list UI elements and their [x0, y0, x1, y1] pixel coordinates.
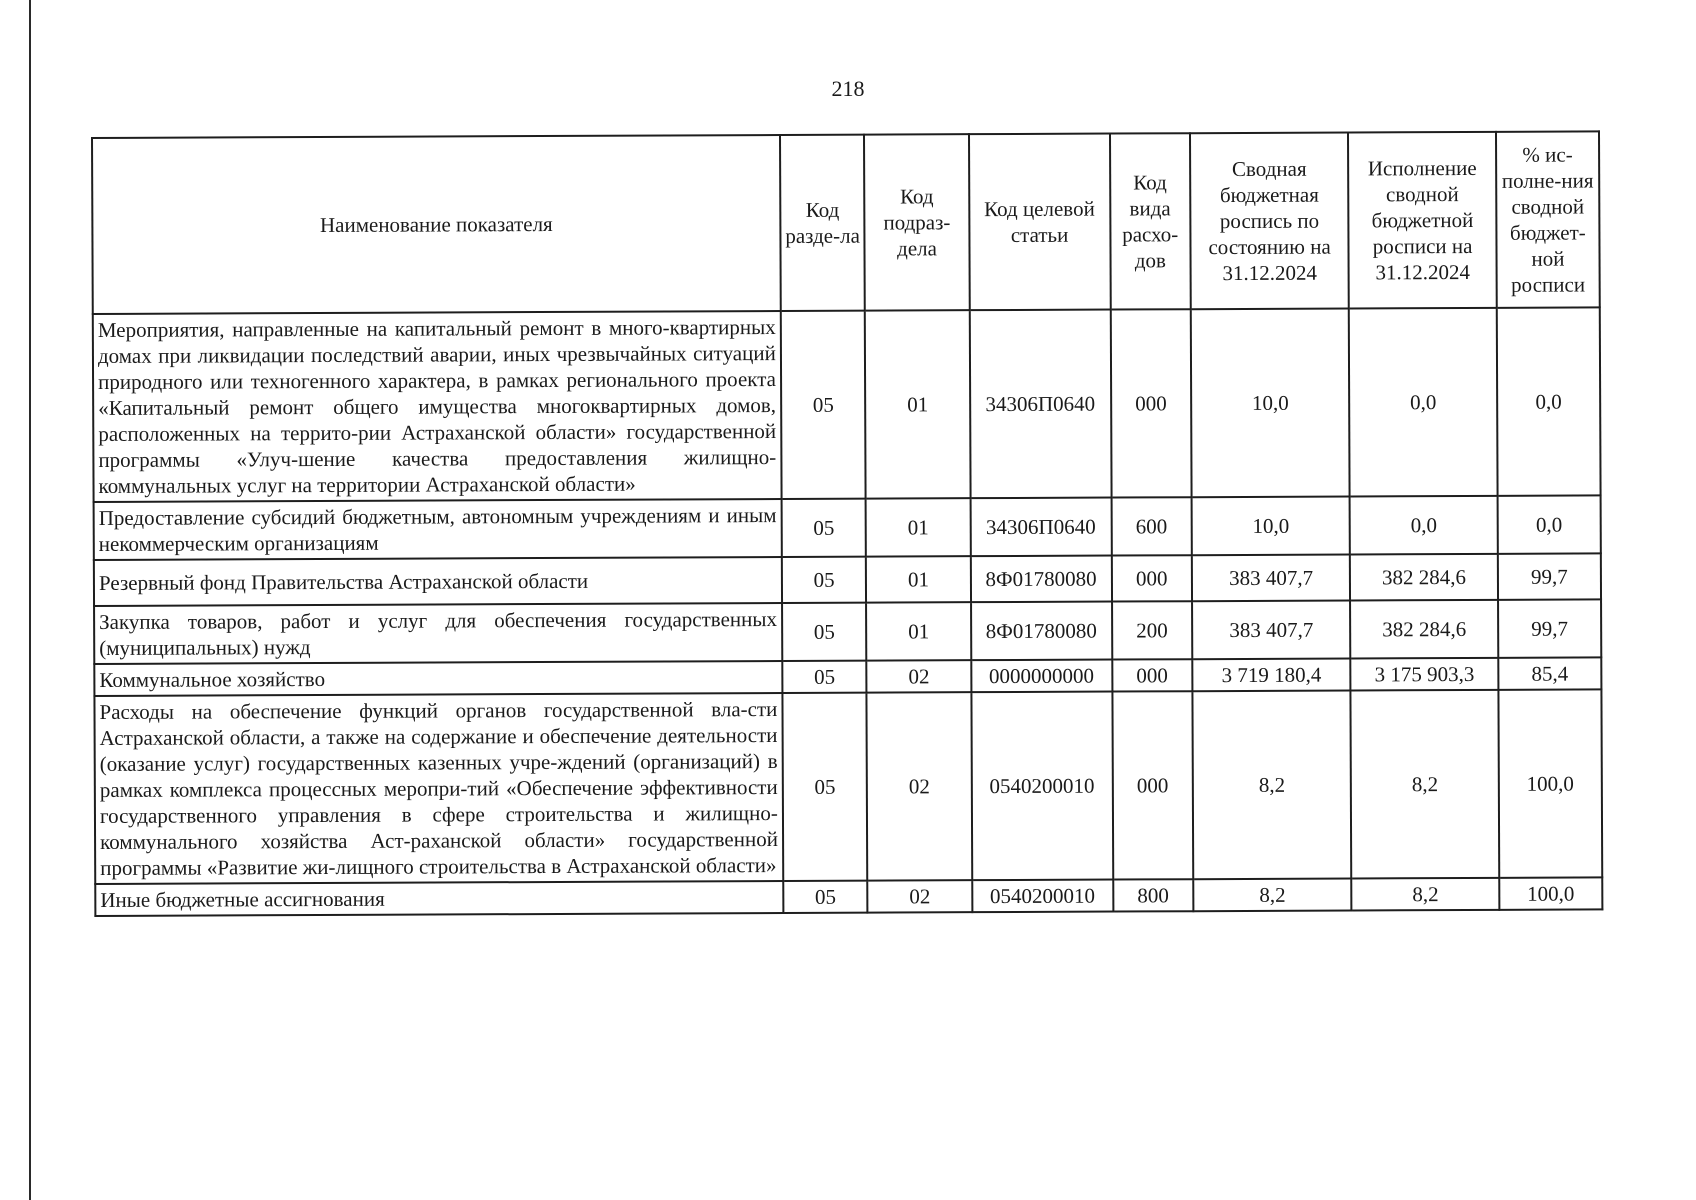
row-expense-type: 000	[1112, 691, 1193, 879]
header-percent: % ис-полне-ния сводной бюджет-ной росписи	[1496, 131, 1600, 307]
row-planned: 10,0	[1192, 497, 1351, 556]
table-row	[94, 689, 1602, 884]
table-header-row	[92, 131, 1600, 314]
row-expense-type: 000	[1110, 309, 1191, 497]
row-planned: 8,2	[1193, 879, 1352, 912]
header-section: Код разде-ла	[780, 135, 865, 311]
row-name: Иные бюджетные ассигнования	[95, 881, 783, 916]
row-subsection: 01	[865, 310, 970, 498]
header-expense-type: Код вида расхо-дов	[1110, 133, 1191, 309]
row-expense-type: 000	[1111, 555, 1191, 601]
header-name: Наименование показателя	[92, 135, 781, 314]
row-target: 8Ф01780080	[970, 556, 1111, 603]
row-planned: 10,0	[1191, 309, 1350, 498]
row-percent: 0,0	[1497, 495, 1600, 553]
row-section: 05	[781, 499, 866, 557]
row-subsection: 01	[866, 556, 970, 602]
row-target: 0540200010	[972, 880, 1113, 913]
row-section: 05	[782, 661, 867, 693]
row-planned: 3 719 180,4	[1192, 659, 1351, 692]
row-subsection: 01	[866, 498, 970, 556]
table-container	[91, 130, 1603, 917]
row-executed: 382 284,6	[1350, 554, 1498, 601]
row-executed: 3 175 903,3	[1351, 658, 1499, 691]
row-name: Резервный фонд Правительства Астраханской области	[94, 557, 782, 606]
page-number: 218	[831, 76, 865, 101]
row-subsection: 02	[867, 692, 972, 880]
row-name: Коммунальное хозяйство	[94, 661, 782, 696]
left-margin-rule	[29, 0, 31, 1200]
row-planned: 8,2	[1192, 691, 1351, 880]
row-percent: 85,4	[1498, 657, 1601, 689]
row-target: 34306П0640	[970, 498, 1111, 557]
table-row	[94, 553, 1601, 606]
table-row	[93, 307, 1601, 502]
table-row	[95, 877, 1602, 916]
row-section: 05	[781, 311, 866, 499]
row-section: 05	[782, 603, 867, 661]
row-name: Расходы на обеспечение функций органов государственной вла-сти Астраханской области, а также на содержание и обеспечение деятельности (оказание услуг) государственных казенных учре-ждений (организаций) в рамках комплекса процессных меропри-тий «Обеспечение эффективности государственного управления в сфере строительства и жилищно-коммунального хозяйства Аст-раханской области» государственной программы «Развитие жи-лищного строительства в Астраханской области»	[94, 693, 783, 884]
row-expense-type: 800	[1113, 879, 1193, 911]
row-name: Закупка товаров, работ и услуг для обеспечения государственных (муниципальных) нужд	[94, 603, 782, 664]
row-target: 8Ф01780080	[971, 602, 1112, 661]
row-percent: 100,0	[1499, 877, 1602, 909]
table-row	[94, 599, 1601, 664]
row-planned: 383 407,7	[1192, 601, 1351, 660]
row-executed: 0,0	[1349, 308, 1497, 497]
header-subsection: Код подраз-дела	[864, 134, 969, 310]
row-executed: 0,0	[1350, 496, 1498, 555]
row-name: Предоставление субсидий бюджетным, автономным учреждениям и иным некоммерческим организациям	[94, 499, 782, 560]
header-executed: Исполнение сводной бюджетной росписи на 31.12.2024	[1348, 132, 1496, 309]
row-target: 0000000000	[971, 660, 1112, 693]
row-subsection: 01	[867, 602, 971, 660]
row-expense-type: 000	[1112, 659, 1192, 691]
row-section: 05	[783, 881, 868, 913]
row-percent: 100,0	[1498, 689, 1602, 877]
row-name: Мероприятия, направленные на капитальный ремонт в много-квартирных домах при ликвидации последствий аварии, иных чрезвычайных ситуаций природного или техногенного характера, в рамках регионального проекта «Капитальный ремонт общего имущества многоквартирных домов, расположенных на террито-рии Астраханской области» государственной программы «Улуч-шение качества предоставления жилищно-коммунальных услуг на территории Астраханской области»	[93, 311, 782, 502]
row-executed: 382 284,6	[1350, 600, 1498, 659]
row-subsection: 02	[868, 880, 972, 912]
row-expense-type: 600	[1111, 497, 1192, 555]
row-percent: 0,0	[1497, 307, 1601, 495]
table-row	[94, 495, 1601, 560]
header-planned: Сводная бюджетная роспись по состоянию на 31.12.2024	[1190, 133, 1349, 310]
budget-execution-table	[91, 130, 1603, 917]
row-executed: 8,2	[1351, 690, 1499, 879]
row-percent: 99,7	[1498, 553, 1601, 599]
row-section: 05	[782, 693, 867, 881]
row-section: 05	[782, 557, 867, 603]
row-expense-type: 200	[1112, 601, 1193, 659]
header-target: Код целевой статьи	[969, 134, 1111, 311]
row-subsection: 02	[867, 660, 971, 692]
row-percent: 99,7	[1498, 599, 1601, 657]
row-target: 0540200010	[971, 692, 1113, 881]
row-planned: 383 407,7	[1192, 555, 1351, 602]
row-target: 34306П0640	[969, 310, 1111, 499]
row-executed: 8,2	[1352, 878, 1500, 911]
